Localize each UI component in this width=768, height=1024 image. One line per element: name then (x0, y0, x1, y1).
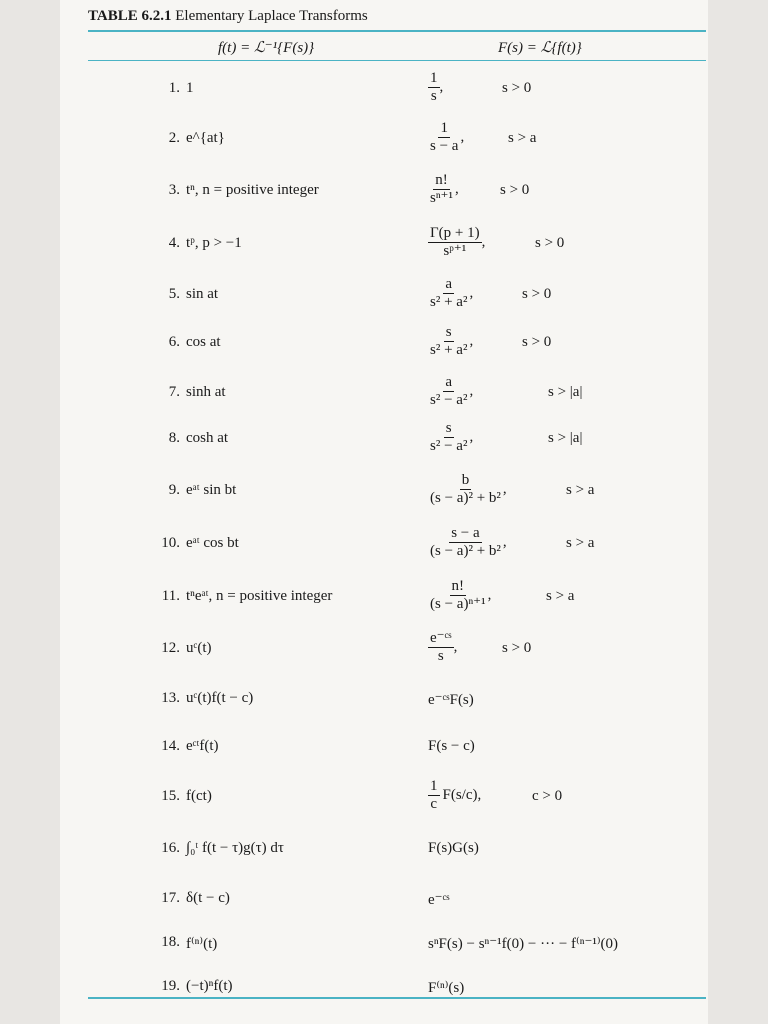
table-title (88, 8, 368, 25)
fraction (428, 276, 469, 311)
numerator: 1 (430, 70, 438, 86)
row-number: 18. (161, 934, 180, 950)
denominator: s² − a² (430, 438, 468, 454)
time-function: ∫₀ᵗ f(t − τ)g(τ) dτ (186, 840, 284, 856)
row-number: 17. (161, 890, 180, 906)
row-number: 6. (168, 334, 180, 350)
domain-condition: s > 0 (535, 235, 565, 251)
transform-expression (428, 225, 485, 260)
table-row (0, 630, 768, 670)
table-row (0, 420, 768, 460)
domain-condition: s > |a| (548, 384, 583, 400)
domain-condition: s > 0 (522, 286, 552, 302)
denominator: (s − a)ⁿ⁺¹ (430, 596, 486, 612)
table-row (0, 374, 768, 414)
comma: , (460, 129, 465, 145)
time-function: tⁿeᵃᵗ, n = positive integer (186, 588, 333, 604)
table-row (0, 70, 768, 110)
transform-expression: F(s − c) (428, 738, 475, 754)
domain-condition: s > a (566, 482, 595, 498)
comma: , (439, 79, 444, 95)
comma: , (454, 181, 459, 197)
time-function: uᶜ(t) (186, 640, 212, 656)
transform-expression (428, 420, 473, 455)
comma: , (469, 333, 474, 349)
transform-expression (428, 472, 507, 507)
domain-condition: s > 0 (502, 640, 532, 656)
table-row (0, 728, 768, 768)
row-number: 3. (168, 182, 180, 198)
denominator: (s − a)² + b² (430, 543, 501, 559)
table-row (0, 172, 768, 212)
row-number: 4. (168, 235, 180, 251)
row-number: 2. (168, 130, 180, 146)
table-row (0, 472, 768, 512)
fraction (428, 525, 503, 560)
fraction (428, 70, 440, 105)
fraction (428, 324, 469, 359)
numerator: Γ(p + 1) (430, 225, 480, 241)
fraction (428, 472, 503, 507)
row-number: 12. (161, 640, 180, 656)
top-rule (88, 30, 706, 32)
transform-expression: e⁻ᶜˢ (428, 892, 450, 908)
comma: , (469, 285, 474, 301)
denominator: (s − a)² + b² (430, 490, 501, 506)
time-function: δ(t − c) (186, 890, 230, 906)
denominator: s² − a² (430, 392, 468, 408)
numerator: s (445, 420, 452, 436)
time-function: f(ct) (186, 788, 212, 804)
bottom-rule (88, 997, 706, 999)
transform-scaled: F(s/c) (442, 787, 478, 803)
time-function: sinh at (186, 384, 226, 400)
time-function: sin at (186, 286, 219, 302)
denominator: s (437, 648, 444, 664)
time-function: eᵃᵗ sin bt (186, 482, 237, 498)
row-number: 13. (161, 690, 180, 706)
fraction (428, 374, 469, 409)
table-row (0, 525, 768, 565)
time-function: uᶜ(t)f(t − c) (186, 690, 254, 706)
numerator: a (445, 276, 453, 292)
fraction (428, 172, 455, 207)
denominator: s² + a² (430, 294, 468, 310)
transform-expression: e⁻ᶜˢF(s) (428, 692, 474, 708)
fraction (428, 420, 469, 455)
time-function: 1 (186, 80, 194, 96)
transform-expression (428, 578, 491, 613)
row-number: 9. (168, 482, 180, 498)
transform-expression (428, 324, 473, 359)
transform-expression (428, 630, 457, 665)
comma: , (477, 787, 482, 803)
row-number: 16. (161, 840, 180, 856)
comma: , (487, 587, 492, 603)
row-number: 14. (161, 738, 180, 754)
numerator: s (445, 324, 452, 340)
table-row (0, 120, 768, 160)
table-row (0, 680, 768, 720)
time-function: (−t)ⁿf(t) (186, 978, 233, 994)
comma: , (469, 383, 474, 399)
time-function: tᵖ, p > −1 (186, 235, 242, 251)
numerator: s − a (451, 525, 480, 541)
transform-expression: F(s)G(s) (428, 840, 479, 856)
domain-condition: s > a (546, 588, 575, 604)
numerator: 1 (430, 778, 438, 794)
denominator: sᵖ⁺¹ (443, 243, 467, 259)
row-number: 15. (161, 788, 180, 804)
transform-expression (428, 120, 464, 155)
domain-condition: s > a (508, 130, 537, 146)
numerator: b (461, 472, 470, 488)
table-row (0, 578, 768, 618)
domain-condition: s > 0 (502, 80, 532, 96)
time-function: cos at (186, 334, 221, 350)
numerator: n! (451, 578, 465, 594)
transform-expression (428, 374, 473, 409)
time-function: f⁽ⁿ⁾(t) (186, 936, 218, 952)
transform-expression: F⁽ⁿ⁾(s) (428, 980, 465, 996)
time-function: eᵃᵗ cos bt (186, 535, 239, 551)
transform-expression (428, 525, 507, 560)
transform-expression (428, 276, 473, 311)
denominator: sⁿ⁺¹ (430, 190, 453, 206)
table-row (0, 778, 768, 818)
table-row (0, 324, 768, 364)
domain-condition: s > 0 (500, 182, 530, 198)
domain-condition: s > |a| (548, 430, 583, 446)
row-number: 19. (161, 978, 180, 994)
transform-expression (428, 778, 481, 813)
numerator: n! (435, 172, 448, 188)
denominator: s − a (430, 138, 459, 154)
row-number: 5. (168, 286, 180, 302)
numerator: 1 (440, 120, 448, 136)
comma: , (453, 639, 458, 655)
fraction (428, 120, 460, 155)
domain-condition: c > 0 (532, 788, 563, 804)
table-name: Elementary Laplace Transforms (171, 8, 368, 24)
header-rule (88, 60, 706, 61)
comma: , (469, 429, 474, 445)
denominator: s² + a² (430, 342, 468, 358)
transform-expression (428, 172, 459, 207)
table-row (0, 880, 768, 920)
comma: , (502, 481, 507, 497)
row-number: 7. (168, 384, 180, 400)
table-row (0, 968, 768, 1008)
row-number: 1. (168, 80, 180, 96)
row-number: 11. (161, 588, 180, 604)
time-function: cosh at (186, 430, 229, 446)
table-number: TABLE 6.2.1 (88, 8, 172, 24)
transform-expression (428, 70, 443, 105)
denominator: c (430, 796, 438, 812)
domain-condition: s > a (566, 535, 595, 551)
fraction (428, 225, 482, 260)
fraction (428, 578, 488, 613)
numerator: e⁻ᶜˢ (430, 630, 452, 646)
denominator: s (430, 88, 437, 104)
fraction (428, 630, 454, 665)
row-number: 10. (161, 535, 180, 551)
table-row (0, 924, 768, 964)
table-row (0, 225, 768, 265)
column-header-ft: f(t) = ℒ⁻¹{F(s)} (218, 40, 315, 56)
time-function: e^{at} (186, 130, 225, 146)
table-row (0, 830, 768, 870)
comma: , (502, 534, 507, 550)
transform-expression: sⁿF(s) − sⁿ⁻¹f(0) − ··· − f⁽ⁿ⁻¹⁾(0) (428, 936, 619, 952)
time-function: tⁿ, n = positive integer (186, 182, 319, 198)
row-number: 8. (168, 430, 180, 446)
comma: , (481, 234, 486, 250)
fraction (428, 778, 440, 813)
numerator: a (445, 374, 453, 390)
column-header-fs: F(s) = ℒ{f(t)} (498, 40, 582, 56)
time-function: eᶜᵗf(t) (186, 738, 219, 754)
table-row (0, 276, 768, 316)
domain-condition: s > 0 (522, 334, 552, 350)
